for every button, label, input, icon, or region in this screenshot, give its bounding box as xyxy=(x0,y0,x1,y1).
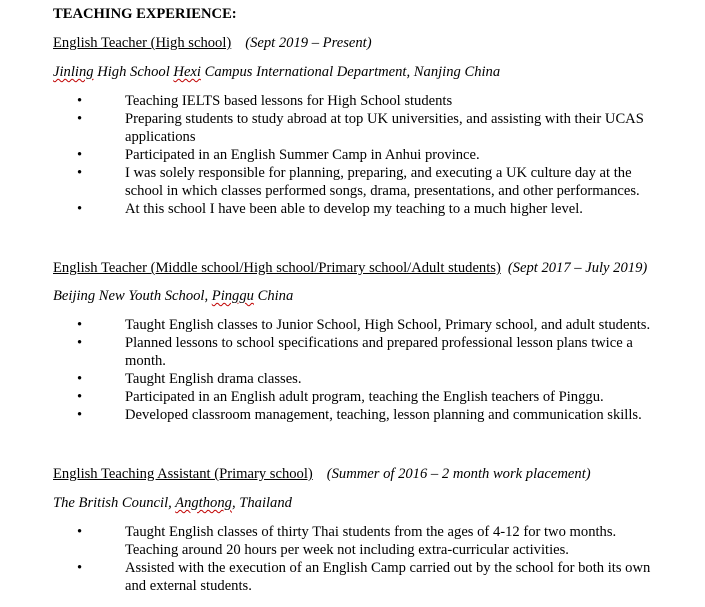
list-item: • Participated in an English adult program, teaching the English teachers of Pinggu. xyxy=(77,389,604,405)
bullet-icon: • xyxy=(77,389,83,405)
list-item: • I was solely responsible for planning, preparing, and executing a UK culture day at the school in which classes performed songs, drama, presentations, and other performances. xyxy=(77,165,640,199)
job-2-title: English Teacher (Middle school/High school/Primary school/Adult students) xyxy=(53,260,501,276)
job-2-organization: Beijing New Youth School, Pinggu China xyxy=(53,288,294,304)
bullet-icon: • xyxy=(77,335,83,351)
bullet-icon: • xyxy=(77,147,83,163)
section-heading: TEACHING EXPERIENCE: xyxy=(53,6,237,22)
bullet-icon: • xyxy=(77,111,83,127)
list-item: • Participated in an English Summer Camp in Anhui province. xyxy=(77,147,480,163)
bullet-icon: • xyxy=(77,407,83,423)
job-1-header xyxy=(53,34,372,52)
bullet-icon: • xyxy=(77,560,83,576)
list-item: • Taught English drama classes. xyxy=(77,371,302,387)
bullet-icon: • xyxy=(77,317,83,333)
job-2-dates: (Sept 2017 – July 2019) xyxy=(507,260,648,276)
job-3-header xyxy=(53,465,591,483)
list-item: • Planned lessons to school specifications and prepared professional lesson plans twice a month. xyxy=(77,335,633,369)
job-1-bullets xyxy=(0,92,705,218)
bullet-icon: • xyxy=(77,93,83,109)
list-item: • Taught English classes of thirty Thai students from the ages of 4-12 for two months. Teaching around 20 hours per week not including extra-curricular activities. xyxy=(77,524,617,558)
bullet-icon: • xyxy=(77,371,83,387)
job-1-organization: Jinling High School Hexi Campus International Department, Nanjing China xyxy=(53,64,501,80)
bullet-icon: • xyxy=(77,524,83,540)
job-1-dates: (Sept 2019 – Present) xyxy=(245,35,372,51)
job-2-bullets xyxy=(0,316,705,424)
list-item: • Taught English classes to Junior School, High School, Primary school, and adult students. xyxy=(77,317,651,333)
job-2-header xyxy=(53,259,647,277)
list-item: • Preparing students to study abroad at top UK universities, and assisting with their UCAS applications xyxy=(77,111,644,145)
bullet-icon: • xyxy=(77,165,83,181)
list-item: • At this school I have been able to develop my teaching to a much higher level. xyxy=(77,201,583,217)
job-3-title: English Teaching Assistant (Primary school) xyxy=(53,466,313,482)
list-item: • Teaching IELTS based lessons for High School students xyxy=(77,93,453,109)
job-3-dates: (Summer of 2016 – 2 month work placement) xyxy=(326,466,591,482)
job-3-bullets xyxy=(0,523,705,595)
list-item: • Developed classroom management, teaching, lesson planning and communication skills. xyxy=(77,407,642,423)
bullet-icon: • xyxy=(77,201,83,217)
job-1-title: English Teacher (High school) xyxy=(53,35,232,51)
list-item: • Assisted with the execution of an English Camp carried out by the school for both its own and external students. xyxy=(77,560,651,594)
job-3-organization: The British Council, Angthong, Thailand xyxy=(53,495,292,511)
